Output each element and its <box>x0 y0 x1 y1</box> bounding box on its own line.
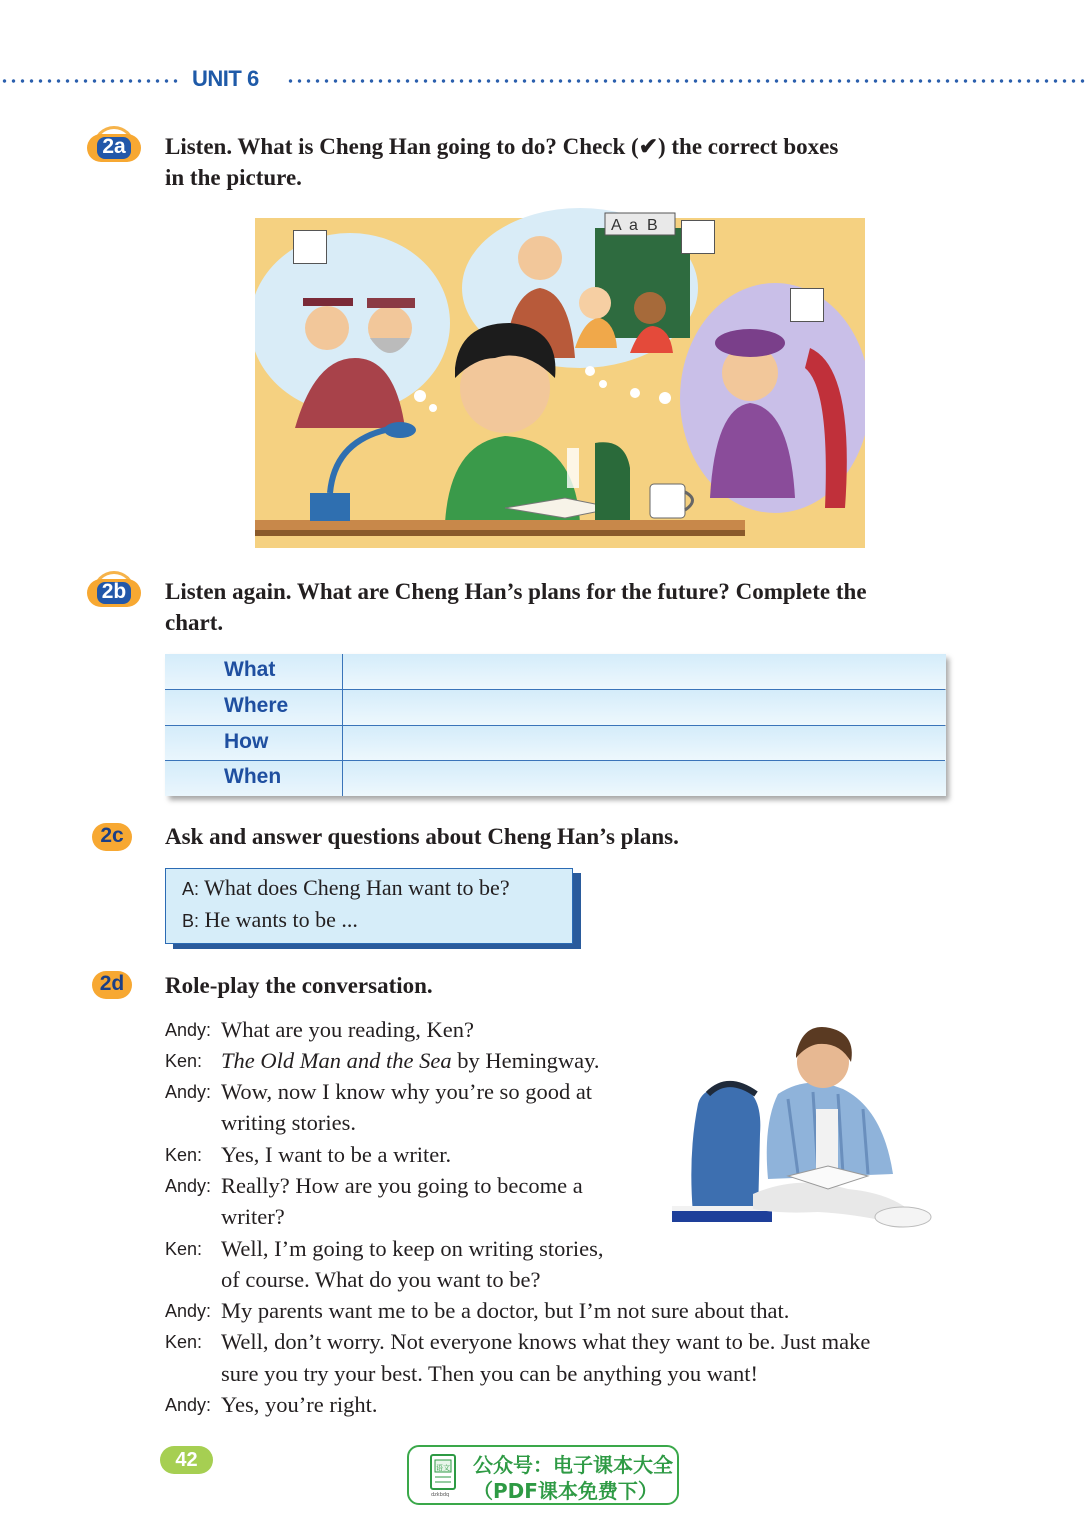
instruction-2b: Listen again. What are Cheng Han’s plans for the future? Complete the chart. <box>165 579 867 635</box>
checkbox-actor[interactable] <box>790 288 824 322</box>
icon-text: 语文 <box>436 1464 450 1472</box>
plans-chart <box>165 654 945 796</box>
board-letter-2: a <box>629 217 638 234</box>
checkbox-teacher[interactable] <box>681 220 715 254</box>
book-icon <box>429 1453 457 1497</box>
chart-row-where: Where <box>165 689 945 724</box>
boy-reading-photo <box>668 1014 943 1232</box>
watermark-line-1: 公众号：电子课本大全 <box>473 1453 673 1477</box>
unit-header <box>0 66 1087 96</box>
chart-cell-what[interactable] <box>342 654 946 689</box>
instruction-2a: Listen. What is Cheng Han going to do? Check (✔) the correct boxes in the picture. <box>165 134 839 190</box>
chart-cell-when[interactable] <box>342 761 946 796</box>
dotted-rule-right <box>286 79 1087 83</box>
badge-2b: 2b <box>87 579 141 609</box>
watermark-line-2: （PDF课本免费下） <box>473 1479 658 1503</box>
badge-2a: 2a <box>87 134 141 164</box>
chart-row-how: How <box>165 725 945 760</box>
instruction-2c: Ask and answer questions about Cheng Han’s plans. <box>165 824 679 849</box>
icon-small-text: dzkbdq <box>431 1492 450 1497</box>
checkbox-graduation[interactable] <box>293 230 327 264</box>
chart-cell-where[interactable] <box>342 690 946 725</box>
board-letter-1: A <box>611 217 622 234</box>
badge-2c: 2c <box>92 823 132 853</box>
board-letter-3: B <box>647 217 658 234</box>
badge-2d: 2d <box>92 971 132 1001</box>
dotted-rule-left <box>0 79 182 83</box>
watermark-badge <box>407 1445 679 1505</box>
chart-row-what: What <box>165 654 945 689</box>
book-title: The Old Man and the Sea <box>221 1048 452 1073</box>
chart-cell-how[interactable] <box>342 726 946 761</box>
instruction-2d: Role-play the conversation. <box>165 973 433 998</box>
cheng-han-dream-picture <box>255 208 865 548</box>
example-box: A: What does Cheng Han want to be? B: He wants to be ... <box>165 868 573 944</box>
chart-row-when: When <box>165 760 945 795</box>
page-number: 42 <box>160 1446 213 1474</box>
unit-title: UNIT 6 <box>192 66 259 91</box>
